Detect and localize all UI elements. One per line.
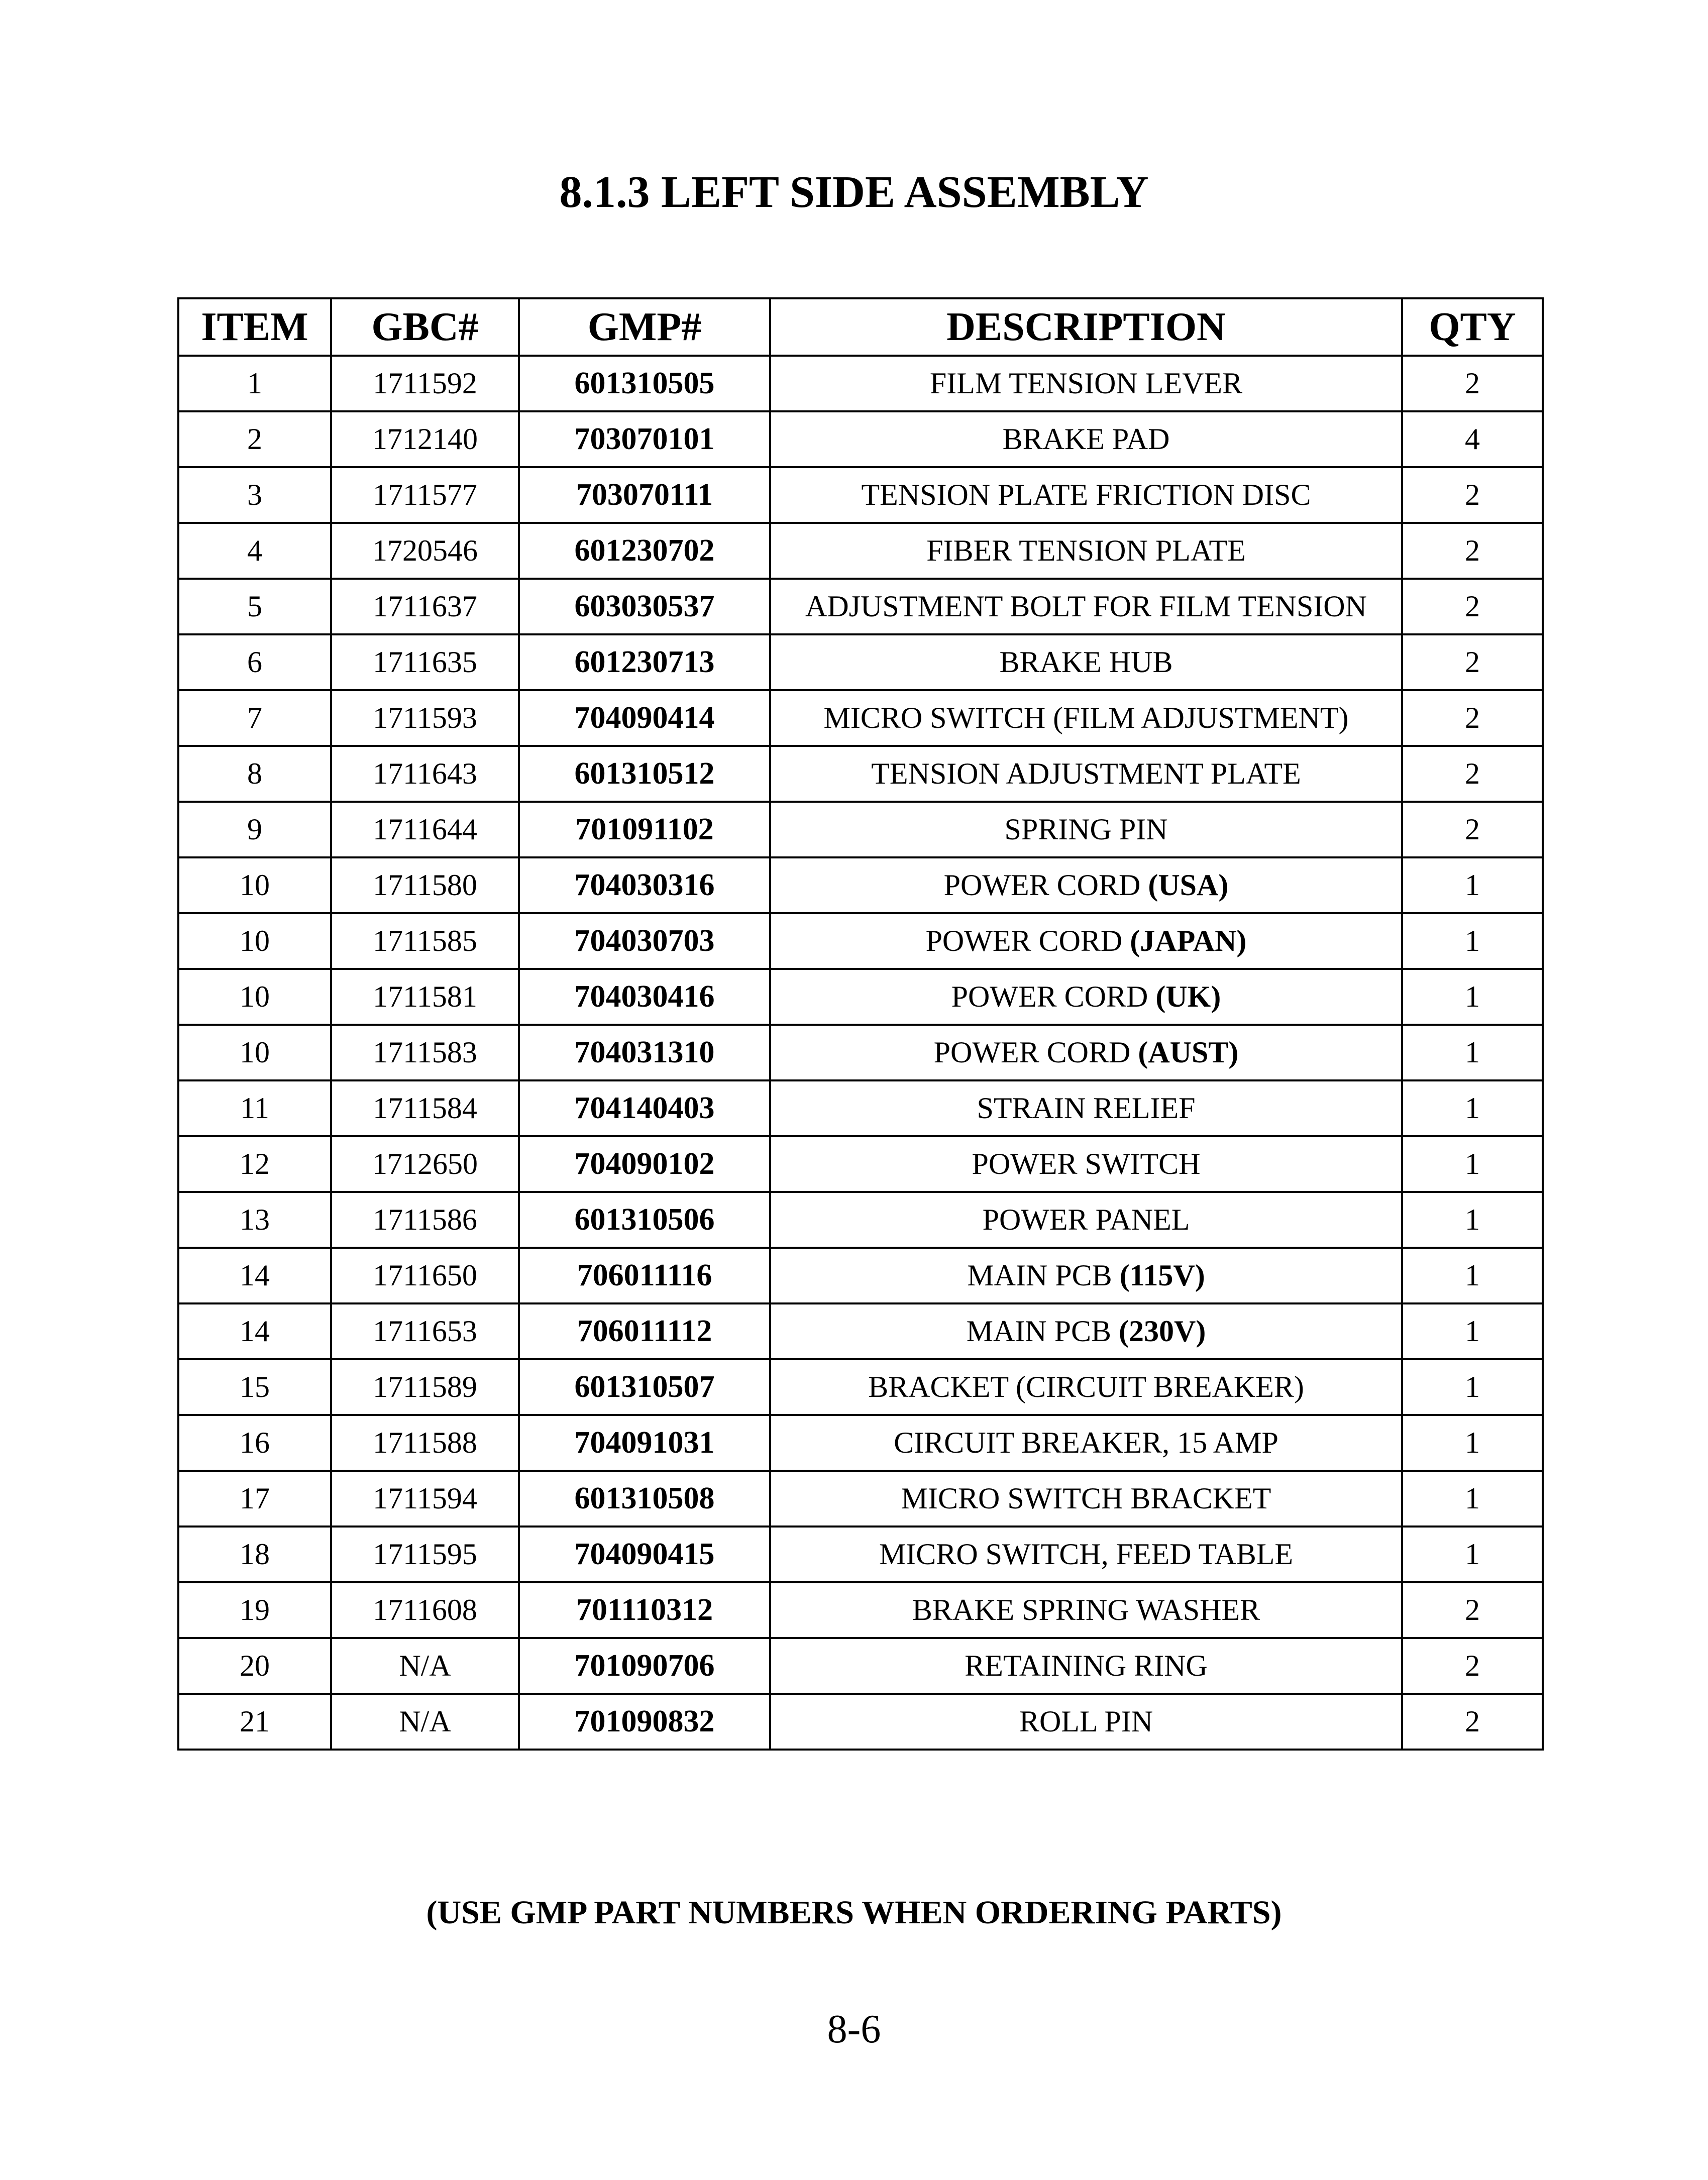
cell-gbc: 1711593 [331,690,519,746]
cell-qty: 1 [1402,1025,1543,1080]
table-row [178,1415,1543,1471]
cell-item: 11 [178,1080,331,1136]
header-item: ITEM [178,298,331,356]
cell-description [770,690,1402,746]
description-text: MAIN PCB [966,1315,1119,1348]
description-variant: (JAPAN) [1130,924,1247,957]
description-text: MICRO SWITCH (FILM ADJUSTMENT) [823,701,1349,734]
table-row [178,1248,1543,1303]
table-row [178,411,1543,467]
description-variant: (UK) [1155,980,1221,1013]
cell-item: 13 [178,1192,331,1248]
description-text: MICRO SWITCH BRACKET [901,1482,1271,1515]
description-text: CIRCUIT BREAKER, 15 AMP [894,1426,1278,1459]
header-qty: QTY [1402,298,1543,356]
cell-description [770,467,1402,523]
cell-item: 4 [178,523,331,579]
description-text: FILM TENSION LEVER [929,367,1243,400]
cell-item: 18 [178,1527,331,1582]
table-row [178,1192,1543,1248]
cell-gbc: 1711581 [331,969,519,1025]
cell-description [770,746,1402,802]
cell-gbc: 1711584 [331,1080,519,1136]
cell-qty: 2 [1402,467,1543,523]
cell-qty: 1 [1402,1080,1543,1136]
cell-qty: 2 [1402,523,1543,579]
page-title: 8.1.3 LEFT SIDE ASSEMBLY [559,167,1149,217]
cell-qty: 1 [1402,1527,1543,1582]
description-text: POWER CORD [925,924,1130,957]
cell-item: 19 [178,1582,331,1638]
cell-qty: 2 [1402,1694,1543,1750]
cell-gmp: 704030416 [519,969,770,1025]
description-text: TENSION ADJUSTMENT PLATE [871,757,1301,790]
cell-description [770,1025,1402,1080]
description-text: RETAINING RING [965,1649,1208,1682]
table-row [178,1582,1543,1638]
cell-gbc: 1711585 [331,913,519,969]
cell-qty: 2 [1402,690,1543,746]
cell-item: 7 [178,690,331,746]
cell-description [770,1080,1402,1136]
cell-gmp: 704090414 [519,690,770,746]
cell-item: 9 [178,802,331,857]
description-text: BRAKE HUB [999,645,1173,679]
cell-description [770,857,1402,913]
cell-gmp: 704031310 [519,1025,770,1080]
cell-gbc: N/A [331,1638,519,1694]
cell-gbc: 1711644 [331,802,519,857]
table-row [178,969,1543,1025]
table-row [178,634,1543,690]
ordering-note: (USE GMP PART NUMBERS WHEN ORDERING PARTS) [426,1894,1282,1931]
table-row [178,1471,1543,1527]
cell-qty: 1 [1402,1192,1543,1248]
cell-gbc: 1712650 [331,1136,519,1192]
table-row [178,1025,1543,1080]
cell-gmp: 704140403 [519,1080,770,1136]
cell-description [770,1303,1402,1359]
cell-gmp: 601230713 [519,634,770,690]
cell-description [770,802,1402,857]
cell-description [770,1471,1402,1527]
table-row [178,523,1543,579]
cell-gmp: 701090706 [519,1638,770,1694]
cell-qty: 2 [1402,634,1543,690]
cell-description [770,523,1402,579]
table-row [178,1080,1543,1136]
table-row [178,1303,1543,1359]
cell-gbc: 1711594 [331,1471,519,1527]
cell-description [770,356,1402,411]
cell-item: 15 [178,1359,331,1415]
description-text: STRAIN RELIEF [977,1092,1196,1125]
parts-table-body [178,356,1543,1750]
cell-qty: 1 [1402,913,1543,969]
description-text: SPRING PIN [1004,813,1168,846]
cell-gmp: 601310508 [519,1471,770,1527]
cell-gbc: 1711608 [331,1582,519,1638]
cell-gmp: 701110312 [519,1582,770,1638]
cell-description [770,634,1402,690]
cell-description [770,1694,1402,1750]
cell-gbc: 1711637 [331,579,519,634]
cell-item: 8 [178,746,331,802]
table-row [178,746,1543,802]
cell-gmp: 701091102 [519,802,770,857]
cell-item: 12 [178,1136,331,1192]
cell-gmp: 704030703 [519,913,770,969]
cell-gmp: 601310506 [519,1192,770,1248]
cell-description [770,969,1402,1025]
cell-item: 2 [178,411,331,467]
cell-item: 10 [178,857,331,913]
cell-gmp: 706011112 [519,1303,770,1359]
header-gbc: GBC# [331,298,519,356]
cell-gbc: 1711635 [331,634,519,690]
description-text: MICRO SWITCH, FEED TABLE [879,1538,1294,1571]
cell-description [770,1136,1402,1192]
table-row [178,690,1543,746]
cell-gbc: 1712140 [331,411,519,467]
cell-gmp: 601310512 [519,746,770,802]
cell-gmp: 703070111 [519,467,770,523]
cell-description [770,1582,1402,1638]
cell-gmp: 603030537 [519,579,770,634]
cell-gmp: 704090415 [519,1527,770,1582]
cell-qty: 2 [1402,1582,1543,1638]
table-row [178,356,1543,411]
cell-qty: 1 [1402,857,1543,913]
cell-qty: 2 [1402,746,1543,802]
cell-description [770,1248,1402,1303]
cell-gmp: 706011116 [519,1248,770,1303]
cell-qty: 2 [1402,1638,1543,1694]
cell-qty: 1 [1402,1136,1543,1192]
cell-item: 3 [178,467,331,523]
description-text: ROLL PIN [1019,1705,1153,1738]
cell-item: 14 [178,1303,331,1359]
cell-qty: 1 [1402,1415,1543,1471]
cell-gbc: 1711653 [331,1303,519,1359]
description-text: POWER CORD [943,868,1148,902]
header-description: DESCRIPTION [770,298,1402,356]
description-text: POWER SWITCH [972,1147,1201,1180]
cell-gmp: 601310505 [519,356,770,411]
cell-gbc: 1711583 [331,1025,519,1080]
cell-item: 16 [178,1415,331,1471]
description-text: ADJUSTMENT BOLT FOR FILM TENSION [805,590,1367,623]
cell-description [770,1359,1402,1415]
cell-qty: 1 [1402,1471,1543,1527]
table-row [178,857,1543,913]
cell-item: 20 [178,1638,331,1694]
cell-item: 10 [178,969,331,1025]
description-text: BRACKET (CIRCUIT BREAKER) [868,1370,1304,1403]
cell-qty: 2 [1402,579,1543,634]
table-header-row [178,298,1543,356]
cell-item: 10 [178,1025,331,1080]
table-row [178,913,1543,969]
cell-item: 6 [178,634,331,690]
cell-gbc: 1711595 [331,1527,519,1582]
cell-item: 1 [178,356,331,411]
cell-qty: 1 [1402,1303,1543,1359]
description-variant: (AUST) [1138,1036,1239,1069]
description-text: TENSION PLATE FRICTION DISC [861,478,1311,511]
cell-description [770,1415,1402,1471]
cell-item: 5 [178,579,331,634]
cell-description [770,579,1402,634]
cell-gmp: 601230702 [519,523,770,579]
description-variant: (230V) [1119,1315,1206,1348]
cell-qty: 4 [1402,411,1543,467]
cell-item: 10 [178,913,331,969]
description-text: POWER PANEL [982,1203,1190,1236]
cell-gmp: 704090102 [519,1136,770,1192]
cell-gbc: 1711586 [331,1192,519,1248]
description-text: BRAKE PAD [1002,422,1170,456]
cell-gmp: 601310507 [519,1359,770,1415]
cell-qty: 1 [1402,1248,1543,1303]
cell-description [770,1527,1402,1582]
cell-gbc: 1711577 [331,467,519,523]
table-row [178,1359,1543,1415]
cell-description [770,411,1402,467]
cell-gmp: 704030316 [519,857,770,913]
table-row [178,467,1543,523]
cell-gmp: 704091031 [519,1415,770,1471]
parts-table [177,297,1544,1751]
cell-description [770,1192,1402,1248]
cell-description [770,1638,1402,1694]
description-text: MAIN PCB [967,1259,1120,1292]
table-row [178,1527,1543,1582]
cell-gbc: 1711588 [331,1415,519,1471]
cell-gbc: 1711650 [331,1248,519,1303]
description-text: POWER CORD [933,1036,1138,1069]
cell-item: 17 [178,1471,331,1527]
cell-qty: 1 [1402,969,1543,1025]
cell-description [770,913,1402,969]
description-variant: (115V) [1119,1259,1205,1292]
cell-qty: 2 [1402,356,1543,411]
description-text: POWER CORD [951,980,1156,1013]
page-number: 8-6 [827,2007,881,2051]
cell-gbc: 1711592 [331,356,519,411]
cell-gbc: 1711643 [331,746,519,802]
description-text: BRAKE SPRING WASHER [912,1593,1260,1626]
cell-gbc: 1711589 [331,1359,519,1415]
cell-item: 14 [178,1248,331,1303]
table-row [178,802,1543,857]
cell-gbc: 1720546 [331,523,519,579]
cell-qty: 2 [1402,802,1543,857]
cell-item: 21 [178,1694,331,1750]
cell-gbc: N/A [331,1694,519,1750]
cell-gbc: 1711580 [331,857,519,913]
cell-qty: 1 [1402,1359,1543,1415]
description-variant: (USA) [1148,868,1229,902]
table-row [178,1694,1543,1750]
description-text: FIBER TENSION PLATE [926,534,1246,567]
table-row [178,579,1543,634]
table-row [178,1638,1543,1694]
table-row [178,1136,1543,1192]
cell-gmp: 703070101 [519,411,770,467]
cell-gmp: 701090832 [519,1694,770,1750]
header-gmp: GMP# [519,298,770,356]
